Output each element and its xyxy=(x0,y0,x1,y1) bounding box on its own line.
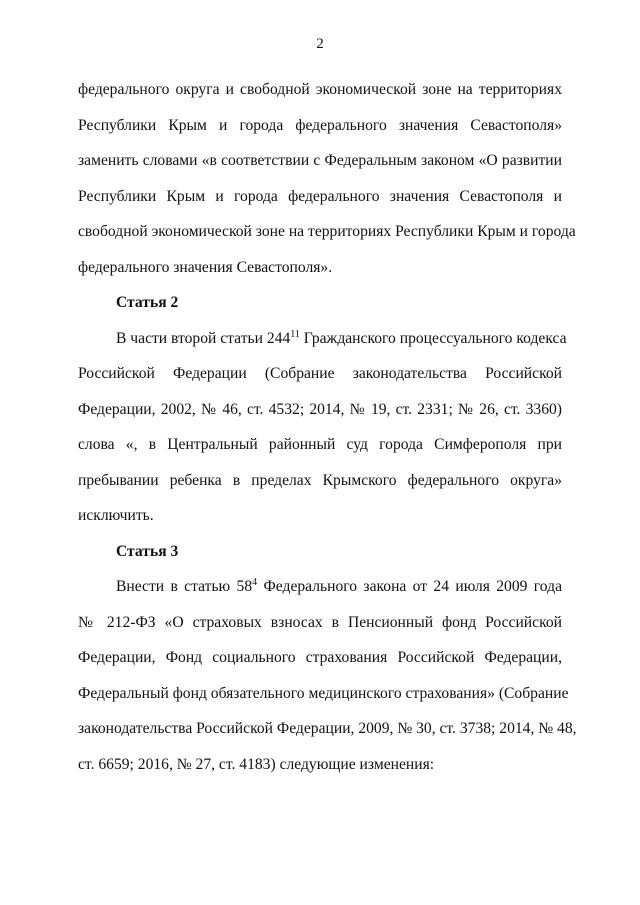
text-line: федерального округа и свободной экономической зоне на территориях xyxy=(78,81,562,98)
article-2-text xyxy=(78,321,567,534)
text-line: заменить словами «в соответствии с Федеральным законом «О развитии xyxy=(78,152,562,169)
text-line: федерального значения Севастополя». xyxy=(78,258,333,276)
text-line: исключить. xyxy=(78,507,154,524)
text-line: № 212-ФЗ «О страховых взносах в Пенсионный фонд Российской xyxy=(78,613,562,631)
text-fragment: Федерального закона от 24 июля 2009 года xyxy=(257,578,562,595)
text-line xyxy=(78,569,562,605)
text-line xyxy=(78,321,567,357)
page-number: 2 xyxy=(316,36,324,52)
article-2-heading: Статья 2 xyxy=(116,294,179,311)
text-fragment: Внести в статью 58 xyxy=(116,578,253,595)
text-line: Федерации, 2002, № 46, ст. 4532; 2014, № 19, ст. 2331; № 26, ст. 3360) xyxy=(78,400,562,418)
text-line: Республики Крым и города федерального значения Севастополя» xyxy=(78,116,562,134)
text-line: Федеральный фонд обязательного медицинского страхования» (Собрание xyxy=(78,684,569,702)
text-line: ст. 6659; 2016, № 27, ст. 4183) следующие изменения: xyxy=(78,755,435,773)
text-line: законодательства Российской Федерации, 2009, № 30, ст. 3738; 2014, № 48, xyxy=(78,720,577,737)
superscript: 4 xyxy=(252,576,258,588)
text-line: свободной экономической зоне на территориях Республики Крым и города xyxy=(78,223,576,240)
text-fragment: В части второй статьи 244 xyxy=(116,329,291,347)
text-line: Российской Федерации (Собрание законодательства Российской xyxy=(78,365,562,382)
paragraph-continuation xyxy=(78,72,576,285)
superscript: 11 xyxy=(290,328,300,340)
text-line: слова «, в Центральный районный суд города Симферополя при xyxy=(78,436,562,453)
article-3-heading: Статья 3 xyxy=(116,542,179,560)
text-line: пребывании ребенка в пределах Крымского федерального округа» xyxy=(78,471,562,489)
article-3-text xyxy=(78,569,577,782)
text-line: Федерации, Фонд социального страхования Российской Федерации, xyxy=(78,649,562,666)
text-line: Республики Крым и города федерального значения Севастополя и xyxy=(78,187,562,205)
text-fragment: Гражданского процессуального кодекса xyxy=(299,329,567,347)
document-body xyxy=(78,72,577,782)
